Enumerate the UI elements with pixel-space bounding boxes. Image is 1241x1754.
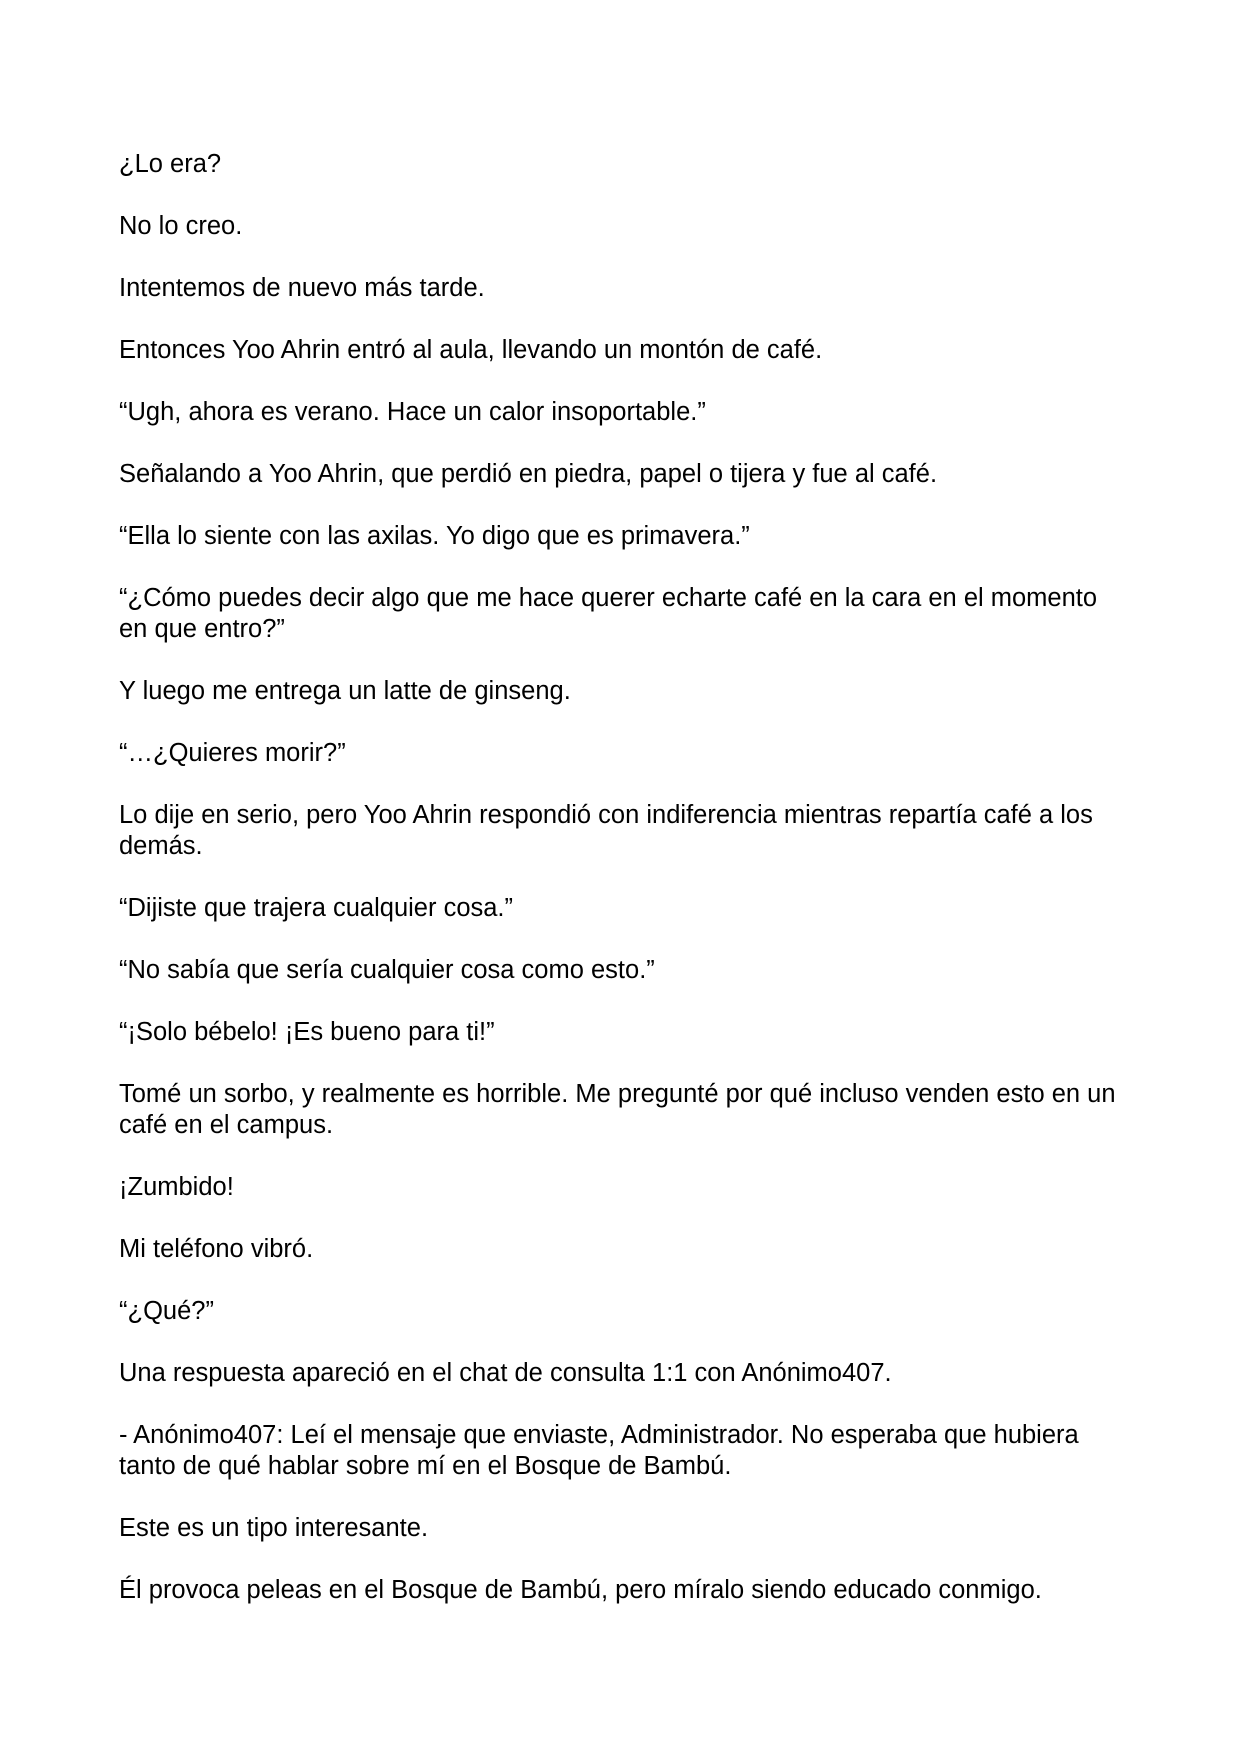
paragraph: Él provoca peleas en el Bosque de Bambú, pero míralo siendo educado conmigo. — [119, 1576, 1042, 1604]
paragraph: “Dijiste que trajera cualquier cosa.” — [119, 894, 514, 922]
document-body — [119, 149, 1129, 1637]
paragraph: “¡Solo bébelo! ¡Es bueno para ti!” — [119, 1018, 495, 1046]
paragraph: Intentemos de nuevo más tarde. — [119, 274, 485, 302]
paragraph: “…¿Quieres morir?” — [119, 739, 346, 767]
paragraph: “No sabía que sería cualquier cosa como esto.” — [119, 956, 655, 984]
paragraph: Este es un tipo interesante. — [119, 1514, 429, 1542]
paragraph: Tomé un sorbo, y realmente es horrible. Me pregunté por qué incluso venden esto en un café en el campus. — [119, 1080, 1116, 1139]
paragraph: ¿Lo era? — [119, 150, 222, 178]
paragraph: Mi teléfono vibró. — [119, 1235, 314, 1263]
paragraph: - Anónimo407: Leí el mensaje que enviaste, Administrador. No esperaba que hubiera tanto de qué hablar sobre mí en el Bosque de Bambú. — [119, 1421, 1079, 1480]
paragraph: “¿Cómo puedes decir algo que me hace querer echarte café en la cara en el momento en que entro?” — [119, 584, 1098, 643]
paragraph: ¡Zumbido! — [119, 1173, 234, 1201]
paragraph: Señalando a Yoo Ahrin, que perdió en piedra, papel o tijera y fue al café. — [119, 460, 938, 488]
paragraph: Lo dije en serio, pero Yoo Ahrin respondió con indiferencia mientras repartía café a los demás. — [119, 801, 1093, 860]
paragraph: No lo creo. — [119, 212, 243, 240]
paragraph: “¿Qué?” — [119, 1297, 214, 1325]
paragraph: Y luego me entrega un latte de ginseng. — [119, 677, 571, 705]
paragraph: “Ugh, ahora es verano. Hace un calor insoportable.” — [119, 398, 706, 426]
paragraph: Entonces Yoo Ahrin entró al aula, llevando un montón de café. — [119, 336, 823, 364]
paragraph: “Ella lo siente con las axilas. Yo digo que es primavera.” — [119, 522, 750, 550]
paragraph: Una respuesta apareció en el chat de consulta 1:1 con Anónimo407. — [119, 1359, 892, 1387]
